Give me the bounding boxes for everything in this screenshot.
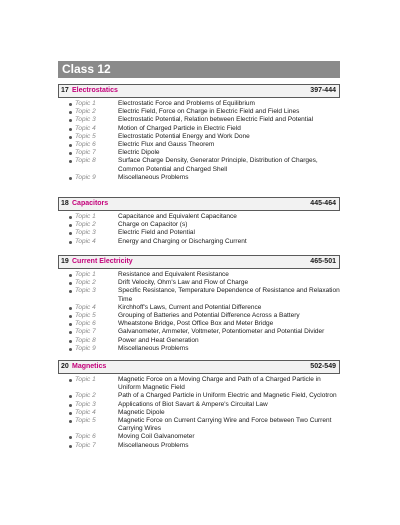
topic-text: Drift Velocity, Ohm's Law and Flow of Charge	[118, 279, 249, 287]
topic-text: Magnetic Force on Current Carrying Wire and Force between Two Current Carrying Wires	[118, 417, 332, 433]
bullet-icon	[69, 331, 72, 334]
topic-label: Topic 5	[75, 132, 96, 140]
topic-label: Topic 1	[75, 213, 96, 220]
topic-label: Topic 9	[75, 173, 96, 181]
bullet-icon	[69, 160, 72, 163]
topic-item[interactable]	[58, 279, 340, 287]
topic-item[interactable]	[58, 133, 340, 141]
topic-label: Topic 4	[75, 124, 96, 132]
bullet-icon	[69, 111, 72, 114]
topic-text: Electrostatic Force and Problems of Equilibrium	[118, 100, 255, 107]
bullet-icon	[69, 307, 72, 310]
topic-label: Topic 4	[75, 303, 96, 311]
topic-label: Topic 2	[75, 392, 96, 400]
chapter-header	[58, 360, 340, 374]
topic-label: Topic 2	[75, 108, 96, 116]
topic-item[interactable]	[58, 157, 340, 173]
topic-text: Energy and Charging or Discharging Current	[118, 237, 247, 245]
bullet-icon	[69, 232, 72, 235]
topic-item[interactable]	[58, 442, 340, 450]
chapter-title[interactable]: Electrostatics	[72, 87, 118, 94]
topic-text: Capacitance and Equivalent Capacitance	[118, 213, 237, 220]
topic-text: Miscellaneous Problems	[118, 441, 189, 449]
bullet-icon	[69, 395, 72, 398]
topic-text: Magnetic Force on a Moving Charge and Path of a Charged Particle in Uniform Magnetic Field	[118, 376, 321, 392]
topic-text: Electric Field, Force on Charge in Electric Field and Field Lines	[118, 108, 300, 116]
topic-item[interactable]	[58, 141, 340, 149]
chapter-page-range: 445-464	[310, 200, 336, 207]
topic-label: Topic 2	[75, 279, 96, 287]
topic-label: Topic 4	[75, 237, 96, 245]
topic-item[interactable]	[58, 392, 340, 400]
topic-text: Motion of Charged Particle in Electric Field	[118, 124, 241, 132]
topic-item[interactable]	[58, 229, 340, 237]
topic-text: Moving Coil Galvanometer	[118, 433, 195, 441]
topic-item[interactable]	[58, 149, 340, 157]
chapter-title[interactable]: Capacitors	[72, 200, 109, 207]
bullet-icon	[69, 144, 72, 147]
bullet-icon	[69, 404, 72, 407]
topic-label: Topic 1	[75, 271, 96, 278]
topic-item[interactable]	[58, 116, 340, 124]
bullet-icon	[69, 290, 72, 293]
topic-text: Wheatstone Bridge, Post Office Box and Meter Bridge	[118, 320, 274, 328]
topic-label: Topic 3	[75, 116, 96, 124]
bullet-icon	[69, 379, 72, 382]
bullet-icon	[69, 136, 72, 139]
bullet-icon	[69, 103, 72, 106]
topic-label: Topic 5	[75, 312, 96, 320]
topic-item[interactable]	[58, 328, 340, 336]
bullet-icon	[69, 412, 72, 415]
bullet-icon	[69, 216, 72, 219]
topic-text: Magnetic Dipole	[118, 408, 165, 416]
topic-item[interactable]	[58, 337, 340, 345]
chapter-block	[58, 255, 340, 353]
topic-item[interactable]	[58, 125, 340, 133]
bullet-icon	[69, 152, 72, 155]
topic-text: Electric Field and Potential	[118, 229, 195, 237]
topic-text: Electric Dipole	[118, 149, 160, 157]
topic-text: Miscellaneous Problems	[118, 344, 189, 352]
topic-text: Specific Resistance, Temperature Dependence of Resistance and Relaxation Time	[118, 287, 340, 303]
topic-item[interactable]	[58, 312, 340, 320]
topic-item[interactable]	[58, 376, 340, 392]
topic-item[interactable]	[58, 401, 340, 409]
topic-item[interactable]	[58, 287, 340, 303]
chapter-number: 18	[61, 200, 69, 207]
topic-text: Electrostatic Potential, Relation between Electric Field and Potential	[118, 116, 314, 124]
class-title: Class 12	[58, 61, 340, 78]
topic-text: Surface Charge Density, Generator Principle, Distribution of Charges, Common Potential and Charged Shell	[118, 157, 318, 173]
topic-label: Topic 7	[75, 149, 96, 157]
topic-label: Topic 2	[75, 221, 96, 229]
topic-label: Topic 7	[75, 441, 96, 449]
bullet-icon	[69, 274, 72, 277]
topic-label: Topic 3	[75, 400, 96, 408]
topic-text: Charge on Capacitor (s)	[118, 221, 188, 229]
chapter-number: 17	[61, 87, 69, 94]
topic-label: Topic 7	[75, 328, 96, 336]
bullet-icon	[69, 241, 72, 244]
topic-label: Topic 9	[75, 344, 96, 352]
chapter-title[interactable]: Magnetics	[72, 363, 107, 370]
chapter-block	[58, 197, 340, 246]
topic-item[interactable]	[58, 221, 340, 229]
topic-item[interactable]	[58, 108, 340, 116]
bullet-icon	[69, 128, 72, 131]
topic-text: Power and Heat Generation	[118, 336, 199, 344]
topic-text: Applications of Biot Savart & Ampere's Circuital Law	[118, 400, 268, 408]
chapter-header	[58, 255, 340, 269]
topic-item[interactable]	[58, 238, 340, 246]
topic-item[interactable]	[58, 409, 340, 417]
topic-label: Topic 6	[75, 320, 96, 328]
bullet-icon	[69, 436, 72, 439]
chapter-block	[58, 84, 340, 182]
topic-label: Topic 1	[75, 100, 96, 107]
topic-item[interactable]	[58, 213, 340, 221]
topic-text: Resistance and Equivalent Resistance	[118, 271, 229, 278]
topic-text: Path of a Charged Particle in Uniform Electric and Magnetic Field, Cyclotron	[118, 392, 337, 400]
topic-label: Topic 6	[75, 141, 96, 149]
chapter-block	[58, 360, 340, 450]
bullet-icon	[69, 315, 72, 318]
bullet-icon	[69, 348, 72, 351]
topic-list	[58, 271, 340, 353]
topic-item[interactable]	[58, 433, 340, 441]
bullet-icon	[69, 340, 72, 343]
topic-list	[58, 376, 340, 450]
topic-label: Topic 5	[75, 417, 96, 425]
topic-text: Grouping of Batteries and Potential Difference Across a Battery	[118, 312, 300, 320]
topic-text: Miscellaneous Problems	[118, 173, 189, 181]
bullet-icon	[69, 420, 72, 423]
topic-item[interactable]	[58, 345, 340, 353]
topic-item[interactable]	[58, 100, 340, 108]
topic-list	[58, 213, 340, 246]
topic-label: Topic 8	[75, 336, 96, 344]
chapter-number: 19	[61, 258, 69, 265]
bullet-icon	[69, 282, 72, 285]
topic-text: Kirchhoff's Laws, Current and Potential Difference	[118, 303, 262, 311]
topic-text: Galvanometer, Ammeter, Voltmeter, Potentiometer and Potential Divider	[118, 328, 325, 336]
chapter-page-range: 397-444	[310, 87, 336, 94]
chapter-number: 20	[61, 363, 69, 370]
bullet-icon	[69, 323, 72, 326]
chapter-title[interactable]: Current Electricity	[72, 258, 133, 265]
bullet-icon	[69, 445, 72, 448]
topic-label: Topic 3	[75, 229, 96, 237]
topic-text: Electric Flux and Gauss Theorem	[118, 141, 215, 149]
topic-item[interactable]	[58, 271, 340, 279]
chapter-header	[58, 197, 340, 211]
topic-item[interactable]	[58, 174, 340, 182]
topic-list	[58, 100, 340, 182]
topic-item[interactable]	[58, 417, 340, 433]
topic-label: Topic 8	[75, 157, 96, 165]
chapter-header	[58, 84, 340, 98]
chapter-page-range: 465-501	[310, 258, 336, 265]
topic-label: Topic 1	[75, 376, 96, 383]
topic-item[interactable]	[58, 320, 340, 328]
topic-label: Topic 6	[75, 433, 96, 441]
bullet-icon	[69, 119, 72, 122]
bullet-icon	[69, 224, 72, 227]
topic-label: Topic 4	[75, 408, 96, 416]
topic-text: Electrostatic Potential Energy and Work Done	[118, 132, 250, 140]
chapter-page-range: 502-549	[310, 363, 336, 370]
topic-item[interactable]	[58, 304, 340, 312]
topic-label: Topic 3	[75, 287, 96, 295]
bullet-icon	[69, 177, 72, 180]
